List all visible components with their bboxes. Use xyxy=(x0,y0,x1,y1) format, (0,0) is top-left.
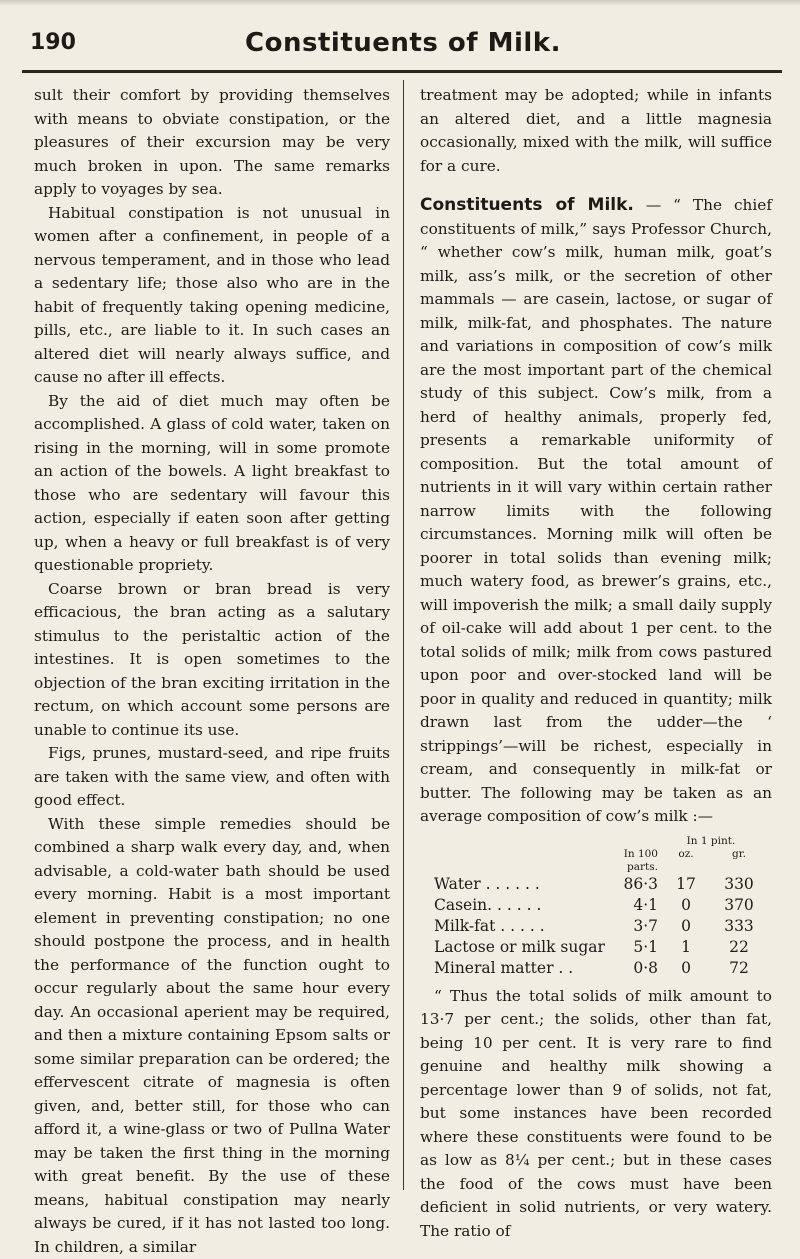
row-label: Lactose or milk sugar xyxy=(420,937,598,958)
value-parts: 86·3 xyxy=(598,874,658,895)
row-label: Milk-fat . . . . . xyxy=(420,916,598,937)
paragraph: With these simple remedies should be combined a sharp walk every day, and, when advisable, a cold-water bath should be used every morning. Habit is a most important element in preventing constipation; no one should postpone the process, and in health the performance of the function ought to occur regularly about the same hour every day. An occasional aperient may be required, and then a mixture containing Epsom salts or some similar preparation can be ordered; the effervescent citrate of magnesia is often given, and, better still, for those who can afford it, a wine-glass or two of Pullna Water may be taken the first thing in the morning with great benefit. By the use of these means, habitual constipation may nearly always be cured, if it has not lasted too long. In children, a similar xyxy=(34,813,390,1259)
composition-table xyxy=(420,835,772,979)
row-label: Mineral matter . . xyxy=(420,958,598,979)
page-number: 190 xyxy=(30,30,76,55)
page-top-edge xyxy=(0,0,800,6)
row-label: Water . . . . . . xyxy=(420,874,598,895)
value-gr: 72 xyxy=(714,958,764,979)
left-column xyxy=(34,84,390,1259)
table-row xyxy=(420,916,772,937)
table-row xyxy=(420,937,772,958)
paragraph-with-heading xyxy=(420,194,772,829)
value-gr: 333 xyxy=(714,916,764,937)
paragraph: Coarse brown or bran bread is very efficacious, the bran acting as a salutary stimulus to the peristaltic action of the intestines. It is open sometimes to the objection of the bran exciting irritation in the rectum, on which account some persons are unable to continue its use. xyxy=(34,578,390,743)
value-oz: 1 xyxy=(658,937,714,958)
table-row xyxy=(420,958,772,979)
value-oz: 0 xyxy=(658,958,714,979)
page-header xyxy=(22,22,784,82)
section-heading: Constituents of Milk. xyxy=(420,195,634,215)
header-rule xyxy=(22,70,782,73)
paragraph-text: — “ The chief constituents of milk,” says Professor Church, “ whether cow’s milk, human milk, goat’s milk, ass’s milk, or the secretion of other mammals — are casein, lactose, or sugar of milk, milk-fat, and phosphates. The nature and variations in composition of cow’s milk are the most important part of the chemical study of this subject. Cow’s milk, from a herd of healthy animals, properly fed, presents a remarkable uniformity of composition. But the total amount of nutrients in it will vary within certain rather narrow limits with the following circumstances. Morning milk will often be poorer in total solids than evening milk; much watery food, as brewer’s grains, etc., will impoverish the milk; a small daily supply of oil-cake will add about 1 per cent. to the total solids of milk; milk from cows pastured upon poor and over-stocked land will be poor in quality and reduced in quantity; milk drawn last from the udder—the ‘ strippings’—will be richest, especially in cream, and consequently in milk-fat or butter. The following may be taken as an average composition of cow’s milk :— xyxy=(420,196,772,825)
value-gr: 370 xyxy=(714,895,764,916)
paragraph: Habitual constipation is not unusual in women after a confinement, in people of a nervous temperament, and in those who lead a sedentary life; those also who are in the habit of frequently taking opening medicine, pills, etc., are liable to it. In such cases an altered diet will nearly always suffice, and cause no after ill effects. xyxy=(34,202,390,390)
row-label: Casein. . . . . . xyxy=(420,895,598,916)
value-oz: 0 xyxy=(658,895,714,916)
table-header xyxy=(420,848,772,874)
header-oz: oz. xyxy=(658,848,714,861)
column-divider xyxy=(403,80,404,1190)
value-parts: 5·1 xyxy=(598,937,658,958)
value-parts: 4·1 xyxy=(598,895,658,916)
header-per-100-parts: In 100 parts. xyxy=(598,848,658,874)
paragraph: sult their comfort by providing themselves with means to obviate constipation, or the pleasures of their excursion may be very much broken in upon. The same remarks apply to voyages by sea. xyxy=(34,84,390,202)
table-row xyxy=(420,895,772,916)
value-parts: 0·8 xyxy=(598,958,658,979)
value-gr: 330 xyxy=(714,874,764,895)
value-oz: 17 xyxy=(658,874,714,895)
table-row xyxy=(420,874,772,895)
value-gr: 22 xyxy=(714,937,764,958)
running-title: Constituents of Milk. xyxy=(22,28,784,58)
right-column xyxy=(420,84,772,1243)
value-parts: 3·7 xyxy=(598,916,658,937)
paragraph: Figs, prunes, mustard-seed, and ripe fruits are taken with the same view, and often with good effect. xyxy=(34,742,390,813)
header-per-pint: In 1 pint. xyxy=(658,835,764,848)
paragraph: “ Thus the total solids of milk amount to 13·7 per cent.; the solids, other than fat, being 10 per cent. It is very rare to find genuine and healthy milk showing a percentage lower than 9 of solids, not fat, but some instances have been recorded where these constituents were found to be as low as 8¼ per cent.; but in these cases the food of the cows must have been deficient in solid nutrients, or very watery. The ratio of xyxy=(420,985,772,1244)
value-oz: 0 xyxy=(658,916,714,937)
table-header-top xyxy=(420,835,772,848)
paragraph: treatment may be adopted; while in infants an altered diet, and a little magnesia occasionally, mixed with the milk, will suffice for a cure. xyxy=(420,84,772,178)
header-gr: gr. xyxy=(714,848,764,861)
paragraph: By the aid of diet much may often be accomplished. A glass of cold water, taken on rising in the morning, will in some promote an action of the bowels. A light breakfast to those who are sedentary will favour this action, especially if eaten soon after getting up, when a heavy or full breakfast is of very questionable propriety. xyxy=(34,390,390,578)
